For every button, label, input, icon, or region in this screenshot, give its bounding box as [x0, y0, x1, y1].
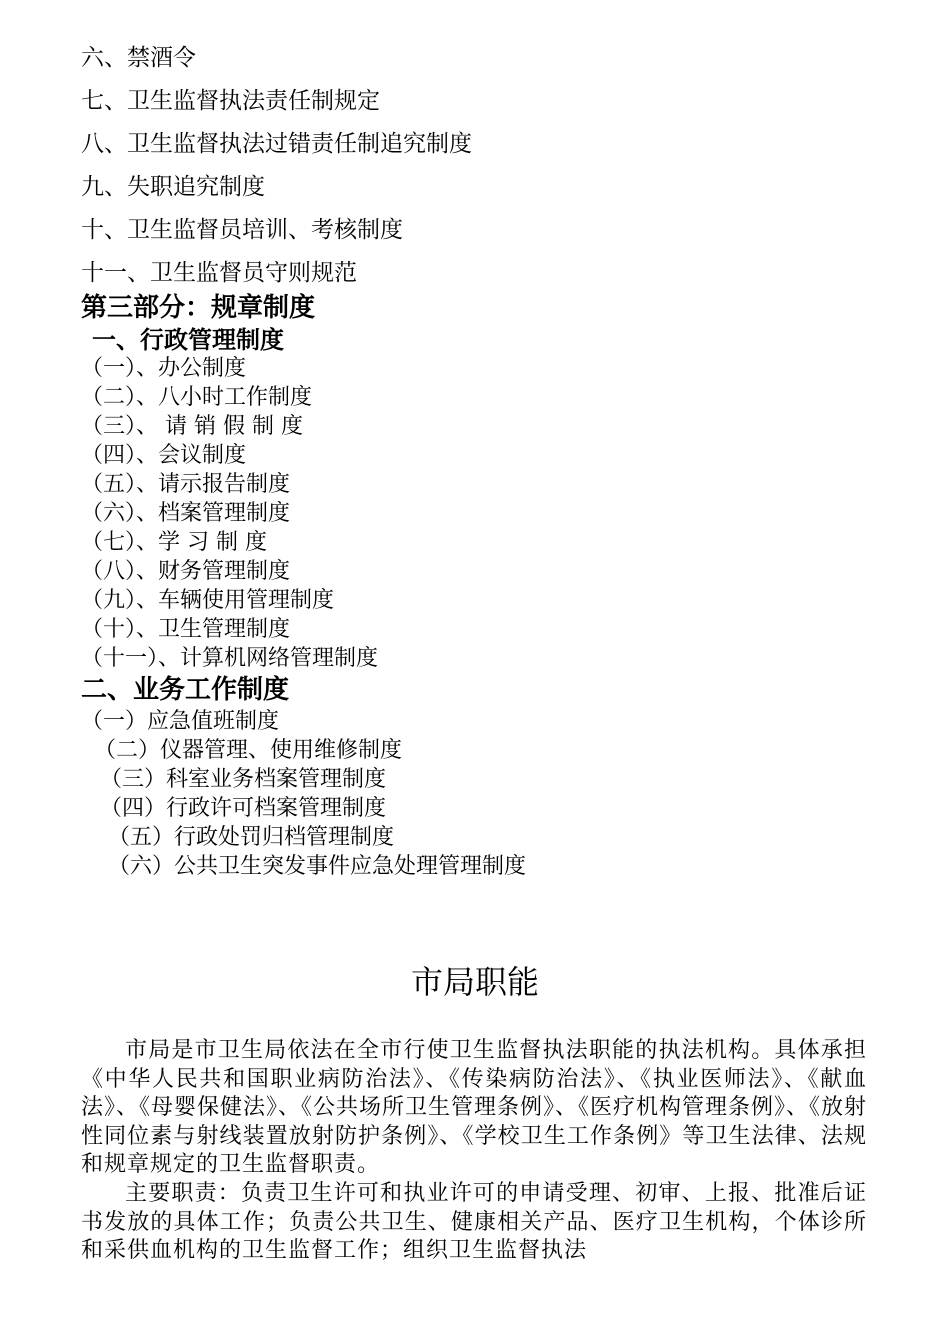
admin-item: （十一）、计算机网络管理制度: [81, 646, 379, 671]
admin-item: （十）、卫生管理制度: [81, 617, 291, 642]
admin-item: （八）、财务管理制度: [81, 559, 291, 584]
business-heading: 二、业务工作制度: [81, 675, 290, 705]
admin-item: （一）、办公制度: [81, 356, 247, 381]
list-item: 六、禁酒令: [81, 45, 196, 71]
business-item: （一）应急值班制度: [81, 709, 280, 734]
admin-item: （二）、八小时工作制度: [81, 385, 313, 410]
admin-heading: 一、行政管理制度: [92, 326, 284, 354]
paragraph: 市局是市卫生局依法在全市行使卫生监督执法职能的执法机构。具体承担《中华人民共和国职业病防治法》、《传染病防治法》、《执业医师法》、《献血法》、《母婴保健法》、《公共场所卫生管理条例》、《医疗机构管理条例》、《放射性同位素与射线装置放射防护条例》、《学校卫生工作条例》等卫生法律、法规和规章规定的卫生监督职责。: [81, 1038, 868, 1178]
business-item: （五）行政处罚归档管理制度: [108, 825, 395, 850]
business-item: （六）公共卫生突发事件应急处理管理制度: [108, 854, 527, 879]
paragraph: 主要职责：负责卫生许可和执业许可的申请受理、初审、上报、批准后证书发放的具体工作；负责公共卫生、健康相关产品、医疗卫生机构，个体诊所和采供血机构的卫生监督工作；组织卫生监督执法: [81, 1180, 867, 1264]
admin-item: （五）、请示报告制度: [81, 472, 291, 497]
list-item: 九、失职追究制度: [81, 174, 265, 200]
list-item: 八、卫生监督执法过错责任制追究制度: [81, 131, 472, 157]
business-item: （二）仪器管理、使用维修制度: [94, 738, 403, 763]
business-item: （三）科室业务档案管理制度: [100, 767, 387, 792]
admin-item: （七）、学 习 制 度: [81, 530, 267, 555]
business-item: （四）行政许可档案管理制度: [100, 796, 387, 821]
list-item: 十、卫生监督员培训、考核制度: [81, 217, 403, 243]
section-title: 市局职能: [410, 963, 539, 1001]
part3-heading: 第三部分：规章制度: [81, 293, 316, 323]
list-item: 十一、卫生监督员守则规范: [81, 260, 357, 286]
admin-item: （四）、会议制度: [81, 443, 247, 468]
admin-item: （九）、车辆使用管理制度: [81, 588, 335, 613]
admin-item: （六）、档案管理制度: [81, 501, 291, 526]
body-text: [81, 1037, 867, 1266]
admin-item: （三）、 请 销 假 制 度: [81, 414, 303, 439]
list-item: 七、卫生监督执法责任制规定: [81, 88, 380, 114]
